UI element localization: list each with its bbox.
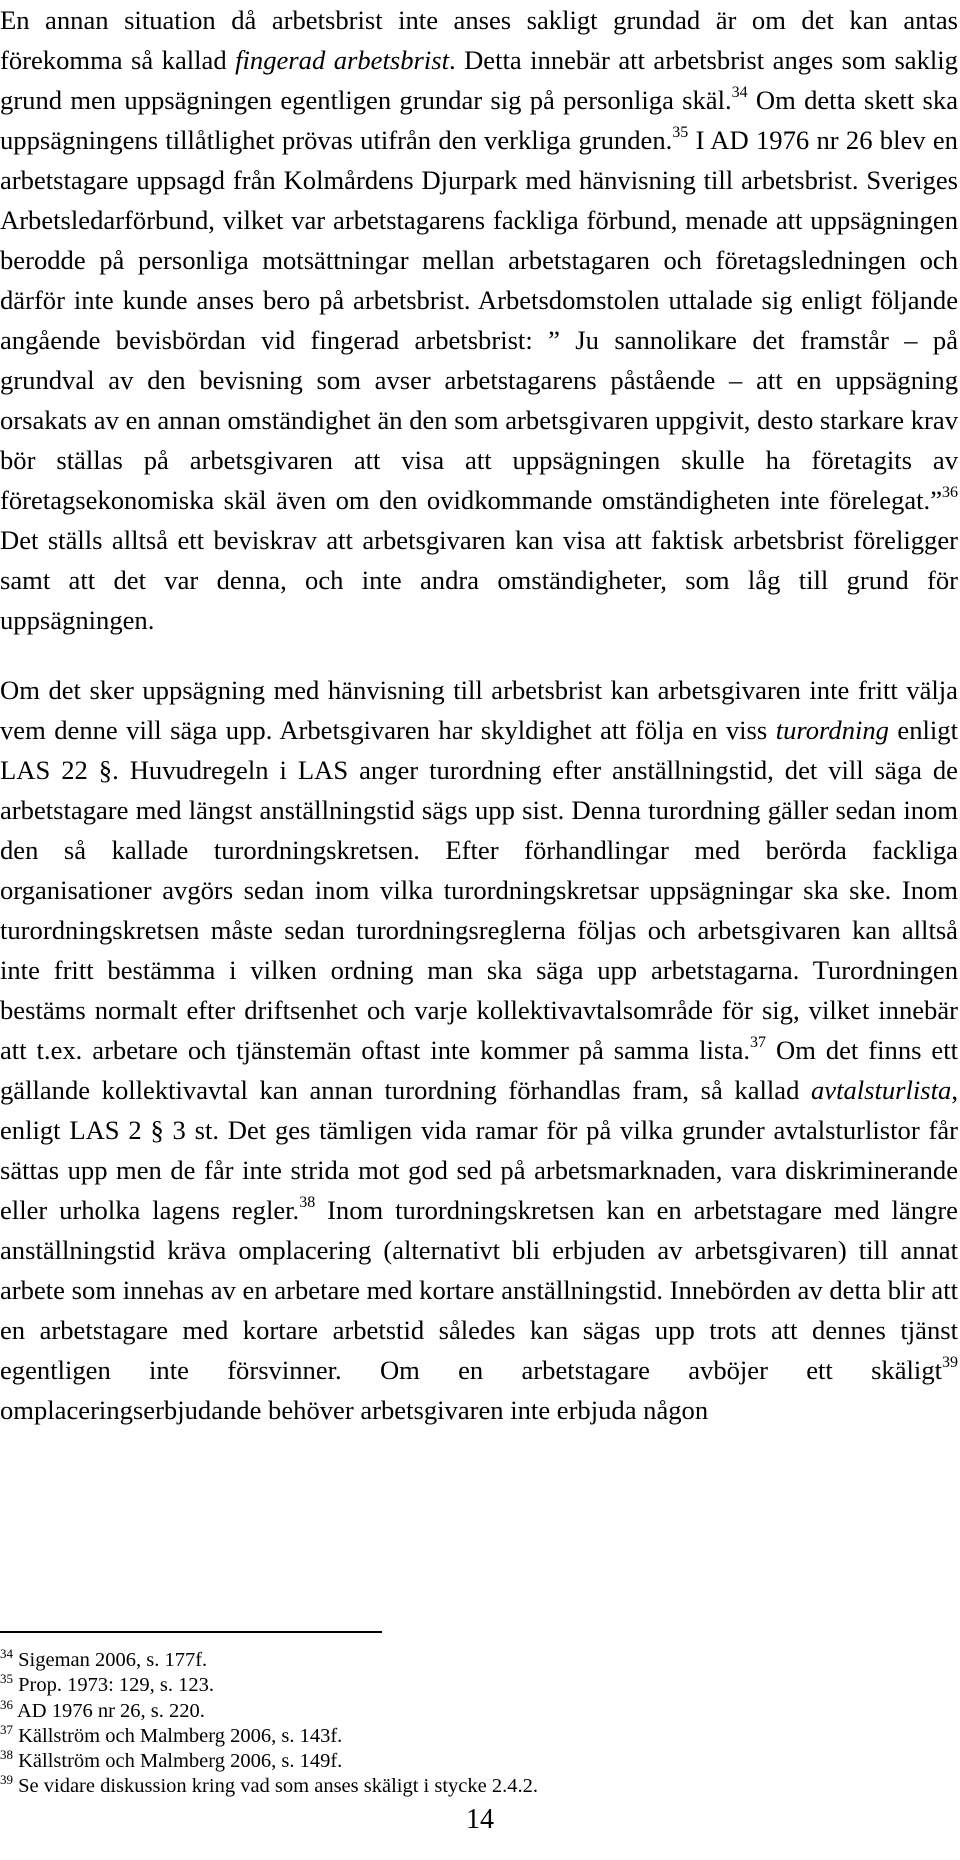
footnote-ref: 39 [942,1354,958,1371]
footnote-number: 36 [0,1696,13,1712]
footnote [0,1721,958,1749]
footnote-text: Se vidare diskussion kring vad som anses skäligt i stycke 2.4.2. [18,1775,538,1798]
footnote-separator [0,1631,382,1633]
footnote [0,1696,958,1724]
footnote-text: Prop. 1973: 129, s. 123. [18,1674,215,1697]
text-run: omplaceringserbjudande behöver arbetsgivaren inte erbjuda någon [0,1395,709,1425]
text-run: Om det sker uppsägning med hänvisning till arbetsbrist kan arbetsgivaren inte fritt välja vem denne vill säga upp. Arbetsgivaren har skyldighet att följa en viss [0,675,958,745]
body-paragraph-2 [0,670,958,1430]
text-run: Om det finns ett gällande kollektivavtal kan annan turordning förhandlas fram, så kallad [0,1035,958,1105]
footnote-ref: 35 [672,124,689,141]
footnote-ref: 38 [299,1194,316,1211]
text-run: enligt LAS 22 §. Huvudregeln i LAS anger turordning efter anställningstid, det vill säga de arbetstagare med längst anställningstid sägs upp sist. Denna turordning gäller sedan inom den så kallade turordningskretsen. Efter förhandlingar med berörda fackliga organisationer avgörs sedan inom vilka turordningskretsar uppsägningar ska ske. Inom turordningskretsen måste sedan turordningsreglerna följas och arbetsgivaren kan alltså inte fritt bestämma i vilken ordning man ska säga upp arbetstagarna. Turordningen bestäms normalt efter driftsenhet och varje kollektivavtalsområde för sig, vilket innebär att t.ex. arbetare och tjänstemän oftast inte kommer på samma lista. [0,715,958,1065]
footnote-number: 39 [0,1772,13,1788]
footnote-text: AD 1976 nr 26, s. 220. [17,1699,205,1722]
emphasis-text: fingerad arbetsbrist [235,45,449,75]
footnote-number: 38 [0,1747,13,1763]
footnote-text: Källström och Malmberg 2006, s. 143f. [18,1724,343,1747]
footnote [0,1673,958,1698]
footnote-number: 35 [0,1671,13,1687]
footnote-text: Källström och Malmberg 2006, s. 149f. [18,1750,343,1773]
emphasis-text: avtalsturlista [810,1075,952,1105]
text-run: Det ställs alltså ett beviskrav att arbetsgivaren kan visa att faktisk arbetsbrist föreligger samt att det var denna, och inte andra omständigheter, som låg till grund för uppsägningen. [0,525,958,635]
text-run: I AD 1976 nr 26 blev en arbetstagare uppsagd från Kolmårdens Djurpark med hänvisning till arbetsbrist. Sveriges Arbetsledarförbund, vilket var arbetstagarens fackliga förbund, menade att uppsägningen berodde på personliga motsättningar mellan arbetstagaren och företagsledningen och därför inte kunde anses bero på arbetsbrist. Arbetsdomstolen uttalade sig enligt följande angående bevisbördan vid fingerad arbetsbrist: ” Ju sannolikare det framstår – på grundval av den bevisning som avser arbetstagarens påstående – att en uppsägning orsakats av en annan omständighet än den som arbetsgivaren uppgivit, desto starkare krav bör ställas på arbetsgivaren att visa att uppsägningen skulle ha företagits av företagsekonomiska skäl även om den ovidkommande omständigheten inte förelegat.” [0,125,958,515]
body-paragraph-1 [0,0,958,640]
footnotes [0,1648,958,1800]
footnote-number: 34 [0,1646,13,1661]
footnote-ref: 34 [731,84,748,101]
footnote-text: Sigeman 2006, s. 177f. [18,1649,208,1671]
footnote [0,1749,958,1774]
text-run: , enligt LAS 2 § 3 st. Det ges tämligen vida ramar för på vilka grunder avtalsturlistor får sättas upp men de får inte strida mot god sed på arbetsmarknaden, vara diskriminerande eller urholka lagens regler. [0,1075,958,1225]
text-run: En annan situation då arbetsbrist inte anses sakligt grundad är om det kan antas förekomma så kallad [0,5,958,75]
footnote-number: 37 [0,1721,13,1737]
text-run: Inom turordningskretsen kan en arbetstagare med längre anställningstid kräva omplacering (alternativt bli erbjuden av arbetsgivaren) till annat arbete som innehas av en arbetare med kortare anställningstid. Innebörden av detta blir att en arbetstagare med kortare arbetstid således kan sägas upp trots att dennes tjänst egentligen inte försvinner. Om en arbetstagare avböjer ett skäligt [0,1195,958,1385]
page-number: 14 [466,1804,494,1835]
footnote [0,1648,958,1673]
footnote-ref: 37 [750,1034,767,1051]
footnote-ref: 36 [942,484,958,501]
text-run: . Detta innebär att arbetsbrist anges som saklig grund men uppsägningen egentligen grundar sig på personliga skäl. [0,45,958,115]
emphasis-text: turordning [775,715,889,745]
text-run: Om detta skett ska uppsägningens tillåtlighet prövas utifrån den verkliga grunden. [0,85,958,155]
footnote [0,1774,958,1799]
